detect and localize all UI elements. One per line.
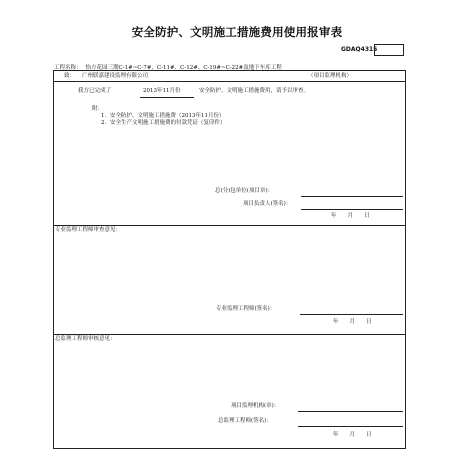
signature-line bbox=[301, 209, 403, 210]
period-underline bbox=[140, 97, 194, 98]
specialist-review-heading: 专业监理工程师审查意见： bbox=[55, 227, 122, 233]
attachment-item: 2．安全生产文明施工措施费的付款凭证（复印件） bbox=[101, 120, 226, 126]
supervision-org-seal-label: 项目监理机构(章)： bbox=[231, 403, 280, 409]
signature-line bbox=[300, 314, 403, 315]
completion-statement-prefix: 我方已完成了 bbox=[78, 88, 112, 94]
form-title: 安全防护、文明施工措施费用使用报审表 bbox=[131, 25, 343, 39]
chief-date: 年 月 日 bbox=[333, 432, 372, 438]
project-manager-label: 项目负责人(签名)： bbox=[243, 201, 292, 207]
chief-review-heading: 总监理工程师审核意见： bbox=[55, 336, 116, 342]
signature-line bbox=[301, 196, 403, 197]
attachments-label: 附： bbox=[92, 106, 104, 112]
supervisor-company: 广州联嘉建设监理有限公司 bbox=[82, 73, 149, 79]
row-divider bbox=[53, 225, 406, 226]
completion-statement-suffix: 安全防护、文明施工措施费用，请予以审查。 bbox=[199, 88, 310, 94]
contractor-date: 年 月 日 bbox=[331, 213, 370, 219]
signature-line bbox=[298, 426, 403, 427]
to-label: 致： bbox=[64, 73, 76, 79]
attachment-item: 1．安全防护、文明施工措施费（2013年11月份） bbox=[101, 113, 225, 119]
supervisor-org: （项目监理机构） bbox=[308, 73, 353, 79]
row-divider bbox=[53, 334, 406, 335]
form-table bbox=[53, 70, 406, 449]
chief-sign-label: 总监理工程师(签名)： bbox=[218, 418, 272, 424]
period-value: 2013年11月份 bbox=[143, 88, 181, 94]
form-code: GDAQ4315 bbox=[341, 46, 378, 53]
project-label: 工程名称： bbox=[54, 65, 82, 71]
signature-line bbox=[298, 411, 403, 412]
contractor-seal-label: 总(分)包单位(项目章)： bbox=[215, 188, 274, 194]
form-number-box bbox=[374, 44, 404, 56]
row-divider bbox=[53, 81, 406, 82]
specialist-date: 年 月 日 bbox=[333, 319, 372, 325]
specialist-sign-label: 专业监理工程师(签名)： bbox=[216, 306, 276, 312]
project-name: 怡方花园三期C-1#~C-7#、C-11#、C-12#、C-19#~C-22#及地下车库工程 bbox=[85, 65, 282, 71]
